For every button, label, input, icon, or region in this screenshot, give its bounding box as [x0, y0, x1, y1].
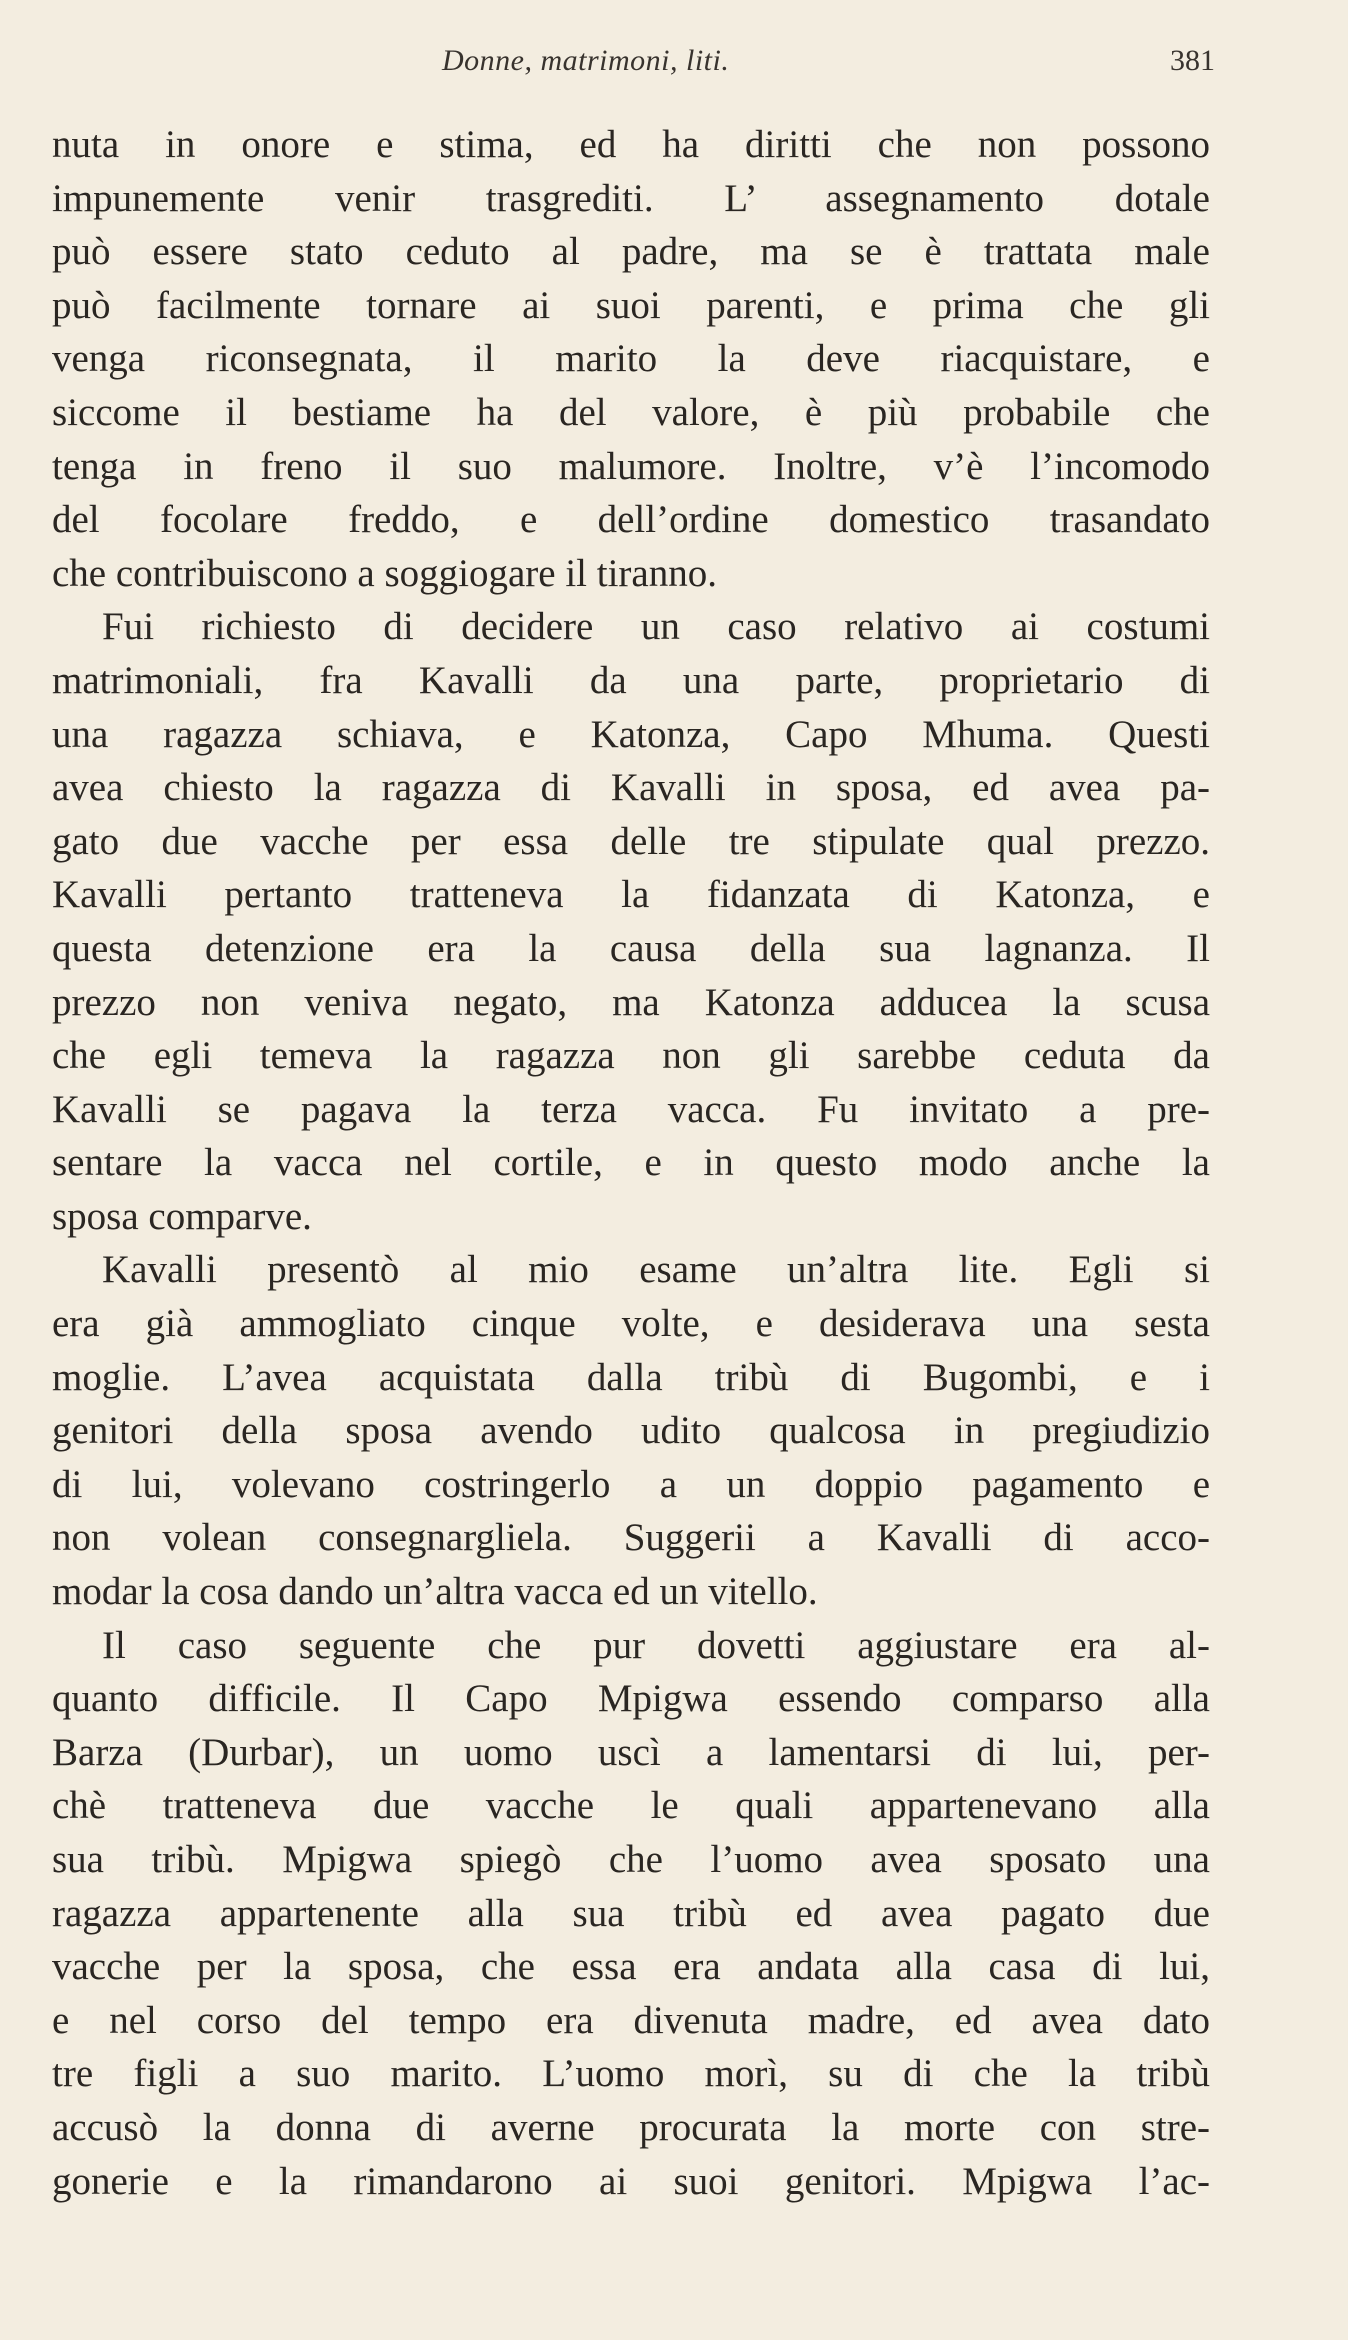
text-line: può facilmente tornare ai suoi parenti, e prima che gli	[52, 283, 1210, 327]
text-line: genitori della sposa avendo udito qualcosa in pregiudizio	[52, 1409, 1210, 1453]
text-line: avea chiesto la ragazza di Kavalli in sposa, ed avea pa-	[52, 766, 1210, 810]
text-line: Kavalli presentò al mio esame un’altra lite. Egli si	[102, 1248, 1210, 1292]
text-line: modar la cosa dando un’altra vacca ed un vitello.	[52, 1570, 818, 1614]
running-head	[0, 44, 1348, 84]
text-line: che egli temeva la ragazza non gli sarebbe ceduta da	[52, 1034, 1210, 1078]
text-line: impunemente venir trasgrediti. L’ assegnamento dotale	[52, 176, 1210, 220]
text-line: Il caso seguente che pur dovetti aggiustare era al-	[102, 1623, 1210, 1667]
text-line: moglie. L’avea acquistata dalla tribù di Bugombi, e i	[52, 1355, 1210, 1399]
text-line: che contribuiscono a soggiogare il tiranno.	[52, 551, 717, 595]
text-line: e nel corso del tempo era divenuta madre, ed avea dato	[52, 1998, 1210, 2042]
text-line: non volean consegnargliela. Suggerii a Kavalli di acco-	[52, 1516, 1210, 1560]
text-line: questa detenzione era la causa della sua lagnanza. Il	[52, 926, 1210, 970]
text-line: di lui, volevano costringerlo a un doppio pagamento e	[52, 1462, 1210, 1506]
text-line: può essere stato ceduto al padre, ma se è trattata male	[52, 230, 1210, 274]
text-line: tenga in freno il suo malumore. Inoltre, v’è l’incomodo	[52, 444, 1210, 488]
text-line: quanto difficile. Il Capo Mpigwa essendo comparso alla	[52, 1677, 1210, 1721]
text-line: sua tribù. Mpigwa spiegò che l’uomo avea sposato una	[52, 1838, 1210, 1881]
running-title: Donne, matrimoni, liti.	[442, 44, 730, 77]
text-line: sposa comparve.	[52, 1194, 312, 1238]
text-line: matrimoniali, fra Kavalli da una parte, proprietario di	[52, 658, 1210, 702]
text-line: gato due vacche per essa delle tre stipulate qual prezzo.	[52, 819, 1210, 863]
text-line: vacche per la sposa, che essa era andata alla casa di lui,	[52, 1945, 1210, 1989]
text-line: chè tratteneva due vacche le quali appartenevano alla	[52, 1784, 1210, 1828]
text-line: Fui richiesto di decidere un caso relativo ai costumi	[102, 605, 1210, 649]
text-line: era già ammogliato cinque volte, e desiderava una sesta	[52, 1302, 1210, 1346]
text-line: tre figli a suo marito. L’uomo morì, su di che la tribù	[52, 2052, 1210, 2096]
text-line: venga riconsegnata, il marito la deve riacquistare, e	[52, 337, 1210, 381]
text-line: accusò la donna di averne procurata la morte con stre-	[52, 2105, 1210, 2149]
text-line: nuta in onore e stima, ed ha diritti che non possono	[52, 123, 1210, 166]
text-line: del focolare freddo, e dell’ordine domestico trasandato	[52, 498, 1210, 542]
text-line: prezzo non veniva negato, ma Katonza adducea la scusa	[52, 980, 1210, 1024]
page-number: 381	[1170, 44, 1215, 77]
text-line: Kavalli se pagava la terza vacca. Fu invitato a pre-	[52, 1087, 1210, 1131]
text-line: una ragazza schiava, e Katonza, Capo Mhuma. Questi	[52, 712, 1210, 756]
text-line: ragazza appartenente alla sua tribù ed avea pagato due	[52, 1891, 1210, 1935]
text-line: Kavalli pertanto tratteneva la fidanzata di Katonza, e	[52, 873, 1210, 917]
text-line: siccome il bestiame ha del valore, è più probabile che	[52, 390, 1210, 434]
text-line: Barza (Durbar), un uomo uscì a lamentarsi di lui, per-	[52, 1730, 1210, 1774]
text-line: gonerie e la rimandarono ai suoi genitori. Mpigwa l’ac-	[52, 2159, 1210, 2203]
text-line: sentare la vacca nel cortile, e in questo modo anche la	[52, 1141, 1210, 1185]
body-text	[52, 118, 1210, 2208]
